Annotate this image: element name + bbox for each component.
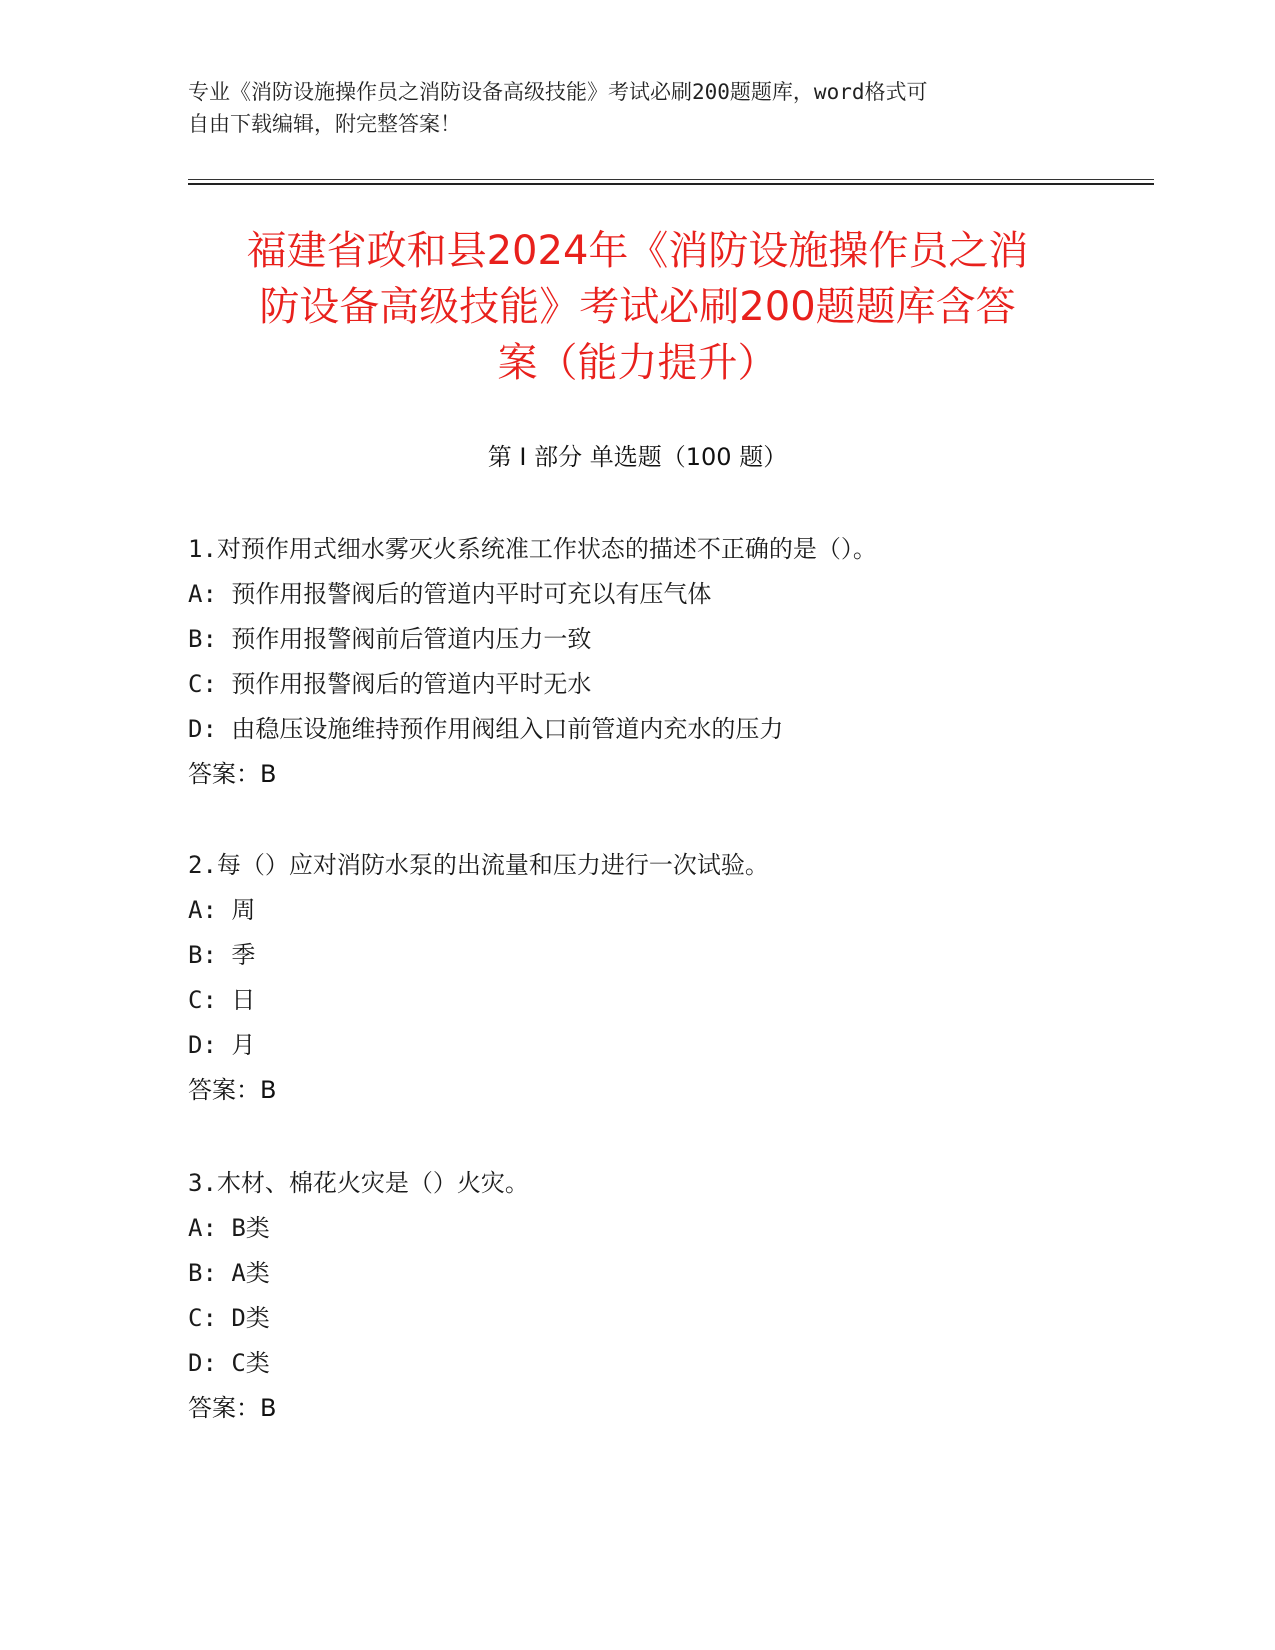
question-stem: 3.木材、棉花火灾是（）火灾。 [188,1169,529,1197]
answer-line: 答案：B [188,1076,277,1104]
question-block-2 [188,843,1138,1113]
option-c: C: 预作用报警阀后的管道内平时无水 [188,670,592,698]
answer-line: 答案：B [188,1394,277,1422]
header-note-line-1: 专业《消防设施操作员之消防设备高级技能》考试必刷200题题库，word格式可 [188,80,928,104]
header-note-line-2: 自由下载编辑，附完整答案！ [188,112,461,136]
question-stem: 2.每（）应对消防水泵的出流量和压力进行一次试验。 [188,851,769,879]
header-note [188,76,1088,140]
option-b: B: 季 [188,941,256,969]
header-divider-thin [188,179,1154,180]
question-block-3 [188,1161,1138,1431]
option-b: B: A类 [188,1259,270,1287]
question-stem: 1.对预作用式细水雾灭火系统准工作状态的描述不正确的是（）。 [188,535,877,563]
header-divider-thick [188,183,1154,185]
option-a: A: B类 [188,1214,270,1242]
document-title-line-3: 案（能力提升） [497,340,778,386]
section-heading: 第 I 部分 单选题（100 题） [487,443,788,471]
answer-line: 答案：B [188,760,277,788]
option-c: C: D类 [188,1304,270,1332]
option-d: D: C类 [188,1349,270,1377]
option-a: A: 周 [188,896,256,924]
option-d: D: 由稳压设施维持预作用阀组入口前管道内充水的压力 [188,715,784,743]
document-title-line-2: 防设备高级技能》考试必刷200题题库含答 [259,284,1016,330]
option-b: B: 预作用报警阀前后管道内压力一致 [188,625,592,653]
question-block-1 [188,527,1138,797]
option-c: C: 日 [188,986,256,1014]
option-a: A: 预作用报警阀后的管道内平时可充以有压气体 [188,580,712,608]
document-title [150,223,1125,391]
document-title-line-1: 福建省政和县2024年《消防设施操作员之消 [246,228,1029,274]
option-d: D: 月 [188,1031,256,1059]
